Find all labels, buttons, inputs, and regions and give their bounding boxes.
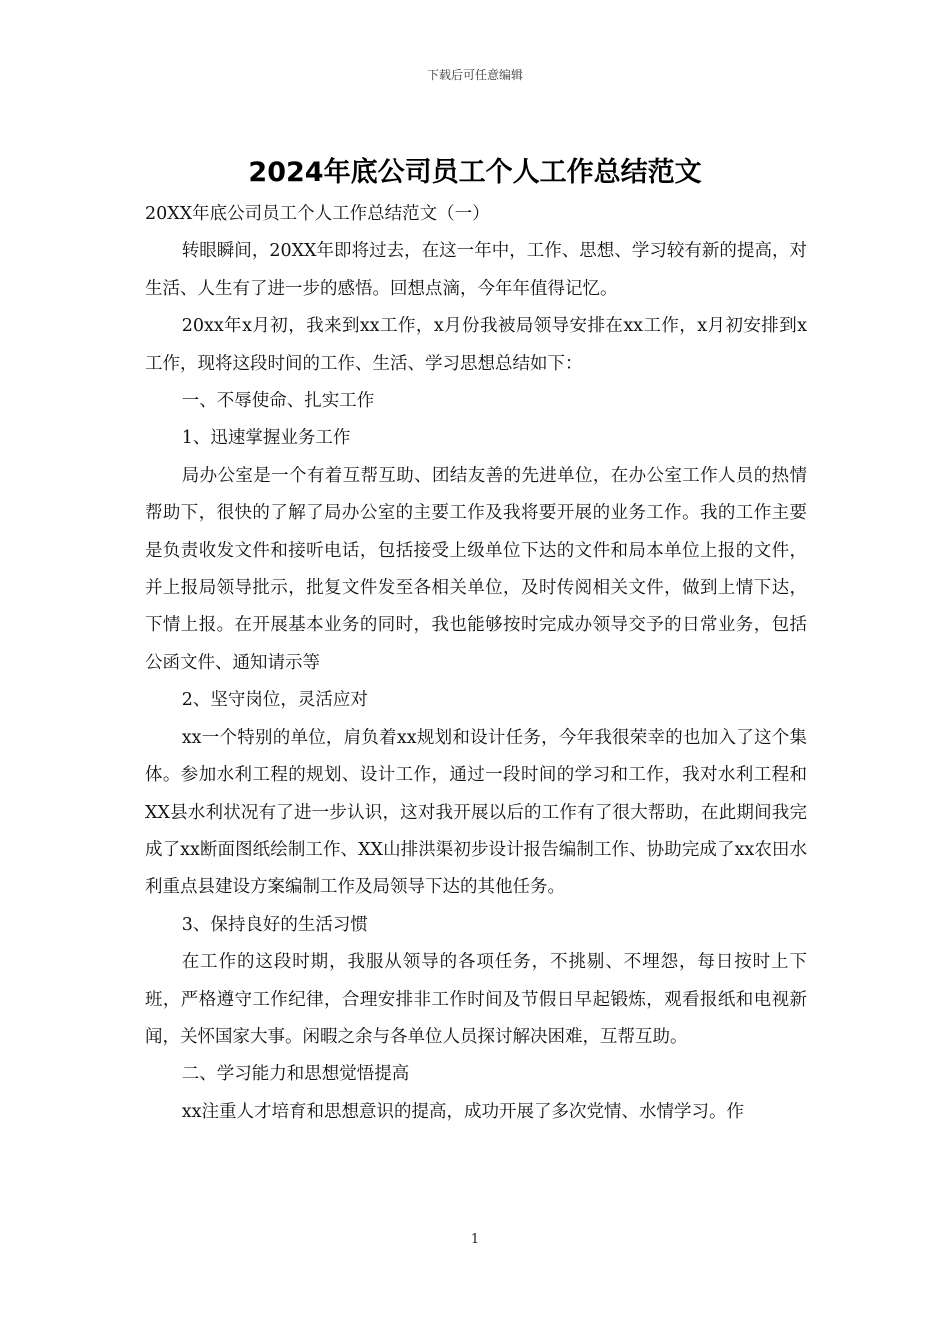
subsection-heading: 1、迅速掌握业务工作 xyxy=(181,428,351,449)
paragraph: 20xx年x月初，我来到xx工作，x月份我被局领导安排在xx工作，x月初安排到x工作，现将这段时间的工作、生活、学习思想总结如下： xyxy=(145,316,807,374)
document-title: 2024年底公司员工个人工作总结范文 xyxy=(248,157,702,188)
subsection-heading: 2、坚守岗位，灵活应对 xyxy=(181,690,368,711)
document-subtitle: 20XX年底公司员工个人工作总结范文（一） xyxy=(145,204,490,224)
paragraph: xx注重人才培育和思想意识的提高，成功开展了多次党情、水情学习。作 xyxy=(181,1101,744,1122)
section-heading: 二、学习能力和思想觉悟提高 xyxy=(181,1064,410,1085)
paragraph: xx一个特别的单位，肩负着xx规划和设计任务，今年我很荣幸的也加入了这个集体。参加水利工程的规划、设计工作，通过一段时间的学习和工作，我对水利工程和XX县水利状况有了进一步认识，这对我开展以后的工作有了很大帮助，在此期间我完成了xx断面图纸绘制工作、XX山排洪渠初步设计报告编制工作、协助完成了xx农田水利重点县建设方案编制工作及局领导下达的其他任务。 xyxy=(145,727,807,898)
page-number: 1 xyxy=(470,1232,480,1247)
page-header: 下载后可任意编辑 xyxy=(426,68,523,82)
document-body xyxy=(145,196,807,1131)
paragraph: 在工作的这段时期，我服从领导的各项任务，不挑剔、不埋怨，每日按时上下班，严格遵守工作纪律，合理安排非工作时间及节假日早起锻炼，观看报纸和电视新闻，关怀国家大事。闲暇之余与各单位人员探讨解决困难，互帮互助。 xyxy=(145,952,807,1047)
paragraph: 局办公室是一个有着互帮互助、团结友善的先进单位，在办公室工作人员的热情帮助下，很快的了解了局办公室的主要工作及我将要开展的业务工作。我的工作主要是负责收发文件和接听电话，包括接受上级单位下达的文件和局本单位上报的文件，并上报局领导批示，批复文件发至各相关单位，及时传阅相关文件，做到上情下达，下情上报。在开展基本业务的同时，我也能够按时完成办领导交予的日常业务，包括公函文件、通知请示等 xyxy=(145,465,807,673)
subsection-heading: 3、保持良好的生活习惯 xyxy=(181,914,368,935)
section-heading: 一、不辱使命、扎实工作 xyxy=(181,391,375,412)
paragraph: 转眼瞬间，20XX年即将过去，在这一年中，工作、思想、学习较有新的提高，对生活、人生有了进一步的感悟。回想点滴，今年年值得记忆。 xyxy=(145,241,807,299)
